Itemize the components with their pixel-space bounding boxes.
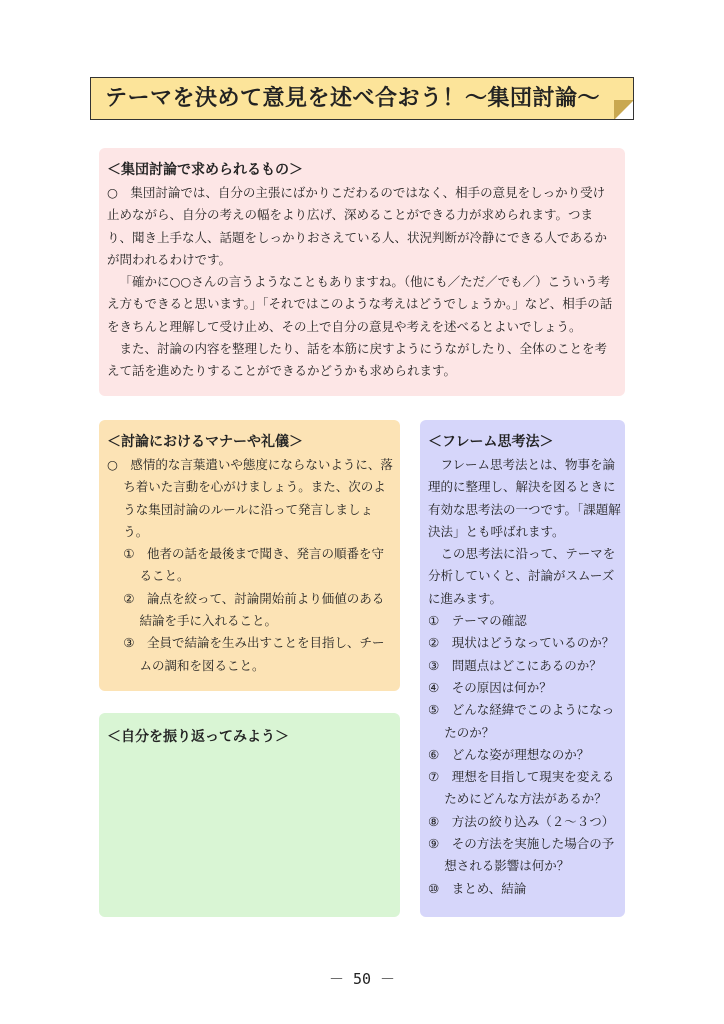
- requirements-paragraph-3: また、討論の内容を整理したり、話を本筋に戻すようにうながしたり、全体のことを考えて話を進めたりすることができるかどうかも求められます。: [107, 341, 608, 379]
- framework-section: [420, 420, 625, 917]
- framework-step-1: ① テーマの確認: [428, 613, 527, 629]
- framework-step-5: ⑤ どんな経緯でこのようになったのか？: [428, 702, 615, 740]
- manners-rule-2: ② 論点を絞って、討論開始前より価値のある結論を手に入れること。: [123, 590, 385, 629]
- manners-rule-3: ③ 全員で結論を生み出すことを目指し、チームの調和を図ること。: [123, 635, 385, 673]
- framework-paragraph-2: この思考法に沿って、テーマを分析していくと、討論がスムーズに進みます。: [428, 546, 616, 606]
- framework-step-6: ⑥ どんな姿が理想なのか？: [428, 746, 590, 762]
- reflection-section: [99, 713, 400, 917]
- manners-rule-1: ① 他者の話を最後まで聞き、発言の順番を守ること。: [123, 546, 384, 584]
- page-title-text: テーマを決めて意見を述べ合おう！〜集団討論〜: [105, 86, 601, 111]
- framework-step-9: ⑨ その方法を実施した場合の予想される影響は何か？: [428, 836, 615, 874]
- framework-step-7: ⑦ 理想を目指して現実を変えるためにどんな方法があるか？: [428, 769, 615, 807]
- framework-step-3: ③ 問題点はどこにあるのか？: [428, 657, 602, 673]
- reflection-heading: ＜自分を振り返ってみよう＞: [107, 729, 289, 745]
- requirements-paragraph-1: ○ 集団討論では、自分の主張にばかりこだわるのではなく、相手の意見をしっかり受け止めながら、自分の考えの幅をより広げ、深めることができる力が求められます。つまり、聞き上手な人、話題をしっかりおさえている人、状況判断が冷静にできる人であるかが問われるわけです。: [107, 185, 608, 267]
- framework-heading: ＜フレーム思考法＞: [428, 434, 554, 450]
- requirements-heading: ＜集団討論で求められるもの＞: [107, 162, 303, 178]
- framework-step-4: ④ その原因は何か？: [428, 679, 552, 695]
- page-title: [90, 77, 634, 120]
- requirements-section: [99, 148, 625, 396]
- page-number: － 50 －: [328, 970, 396, 988]
- manners-heading: ＜討論におけるマナーや礼儀＞: [107, 434, 303, 450]
- requirements-paragraph-2: 「確かに○○さんの言うようなこともありますね。（他にも／ただ／でも／）こういう考え方もできると思います。」「それではこのような考えはどうでしょうか。」など、相手の話をきちんと理解して受け止め、その上で自分の意見や考えを述べるとよいでしょう。: [107, 274, 613, 334]
- framework-step-2: ② 現状はどうなっているのか？: [428, 635, 615, 651]
- framework-paragraph-1: フレーム思考法とは、物事を論理的に整理し、解決を図るときに有効な思考法の一つです。「課題解決法」とも呼ばれます。: [428, 457, 621, 539]
- framework-step-8: ⑧ 方法の絞り込み（２〜３つ）: [428, 813, 615, 829]
- manners-intro: ○ 感情的な言葉遣いや態度にならないように、落ち着いた言動を心がけましょう。また、次のような集団討論のルールに沿って発言しましょう。: [107, 457, 393, 539]
- framework-step-10: ⑩ まとめ、結論: [428, 880, 527, 896]
- manners-section: [99, 420, 400, 691]
- folded-corner: [614, 100, 634, 120]
